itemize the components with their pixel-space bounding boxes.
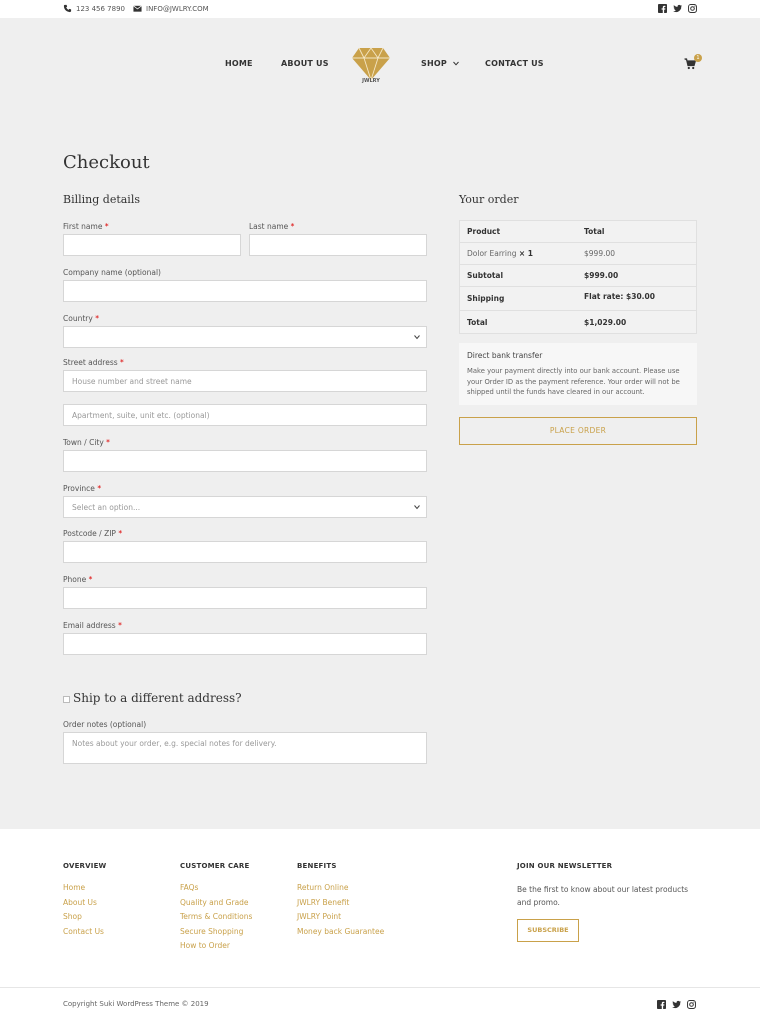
subtotal-label: Subtotal bbox=[467, 271, 504, 280]
twitter-icon[interactable] bbox=[673, 4, 682, 13]
page-title: Checkout bbox=[63, 152, 150, 173]
first-name-label-text: First name bbox=[63, 222, 103, 231]
nav-about-us[interactable]: ABOUT US bbox=[281, 59, 329, 68]
country-select[interactable] bbox=[63, 326, 427, 348]
first-name-field[interactable] bbox=[63, 234, 241, 256]
cart-count-badge: 1 bbox=[694, 54, 702, 62]
footer-link-about-us[interactable]: About Us bbox=[63, 897, 97, 907]
topbar-social bbox=[658, 4, 697, 13]
required-mark: * bbox=[97, 484, 102, 493]
instagram-icon[interactable] bbox=[688, 4, 697, 13]
subscribe-button[interactable]: SUBSCRIBE bbox=[517, 919, 579, 942]
footer-newsletter-title: JOIN OUR NEWSLETTER bbox=[517, 862, 613, 870]
payment-method-description: Make your payment directly into our bank account. Please use your Order ID as the payment reference. Your order will not be shipped until the funds have cleared in our account. bbox=[467, 367, 680, 396]
phone-label bbox=[63, 575, 92, 584]
footer-link-faqs[interactable]: FAQs bbox=[180, 883, 199, 892]
nav-shop-label: SHOP bbox=[421, 59, 447, 68]
province-placeholder: Select an option... bbox=[72, 502, 141, 512]
footer-link-terms[interactable]: Terms & Conditions bbox=[180, 912, 253, 921]
postcode-label-text: Postcode / ZIP bbox=[63, 529, 116, 538]
nav-contact-us[interactable]: CONTACT US bbox=[485, 59, 544, 68]
phone-number: 123 456 7890 bbox=[76, 4, 125, 13]
chevron-down-icon bbox=[414, 504, 420, 510]
email-label-text: Email address bbox=[63, 621, 116, 630]
order-item-row bbox=[460, 243, 696, 265]
footer-link-jwlry-point[interactable]: JWLRY Point bbox=[297, 912, 342, 921]
order-table bbox=[459, 220, 697, 334]
province-label-text: Province bbox=[63, 484, 95, 493]
nav-shop[interactable] bbox=[421, 59, 459, 68]
email-address: INFO@JWLRY.COM bbox=[146, 4, 209, 13]
required-mark: * bbox=[106, 438, 110, 447]
first-name-label bbox=[63, 222, 109, 231]
required-mark: * bbox=[118, 529, 123, 538]
province-label bbox=[63, 484, 101, 493]
total-header: Total bbox=[584, 227, 605, 236]
phone-field[interactable] bbox=[63, 587, 427, 609]
footer-link-contact-us[interactable]: Contact Us bbox=[63, 926, 104, 936]
footer-link-money-back[interactable]: Money back Guarantee bbox=[297, 926, 385, 936]
product-header: Product bbox=[467, 227, 501, 236]
item-qty: × 1 bbox=[518, 249, 533, 258]
company-label: Company name (optional) bbox=[63, 268, 161, 277]
footer bbox=[0, 829, 760, 1024]
required-mark: * bbox=[290, 222, 295, 231]
total-value: $1,029.00 bbox=[584, 317, 627, 327]
footer-benefits-title: BENEFITS bbox=[297, 862, 337, 870]
email-label bbox=[63, 621, 122, 630]
shipping-row bbox=[460, 287, 696, 311]
item-name-text: Dolor Earring bbox=[467, 249, 517, 258]
street-placeholder: House number and street name bbox=[72, 376, 192, 386]
footer-link-quality[interactable]: Quality and Grade bbox=[180, 897, 249, 907]
nav-home[interactable]: HOME bbox=[225, 59, 253, 68]
last-name-label bbox=[249, 222, 294, 231]
footer-care-title: CUSTOMER CARE bbox=[180, 862, 250, 870]
chevron-down-icon bbox=[414, 334, 420, 340]
order-notes-placeholder: Notes about your order, e.g. special notes for delivery. bbox=[72, 739, 277, 748]
street-address-field[interactable] bbox=[63, 370, 427, 392]
subtotal-row bbox=[460, 265, 696, 287]
province-select[interactable] bbox=[63, 496, 427, 518]
required-mark: * bbox=[95, 314, 99, 323]
shipping-label: Shipping bbox=[467, 294, 505, 303]
newsletter-text: Be the first to know about our latest products and promo. bbox=[517, 885, 689, 907]
topbar-email[interactable] bbox=[133, 4, 209, 13]
country-label-text: Country bbox=[63, 314, 93, 323]
footer-social bbox=[657, 1000, 696, 1009]
payment-method-box bbox=[459, 343, 697, 405]
topbar-phone[interactable] bbox=[63, 4, 125, 13]
payment-method-title: Direct bank transfer bbox=[467, 351, 543, 360]
facebook-icon[interactable] bbox=[658, 4, 667, 13]
company-field[interactable] bbox=[63, 280, 427, 302]
required-mark: * bbox=[88, 575, 93, 584]
footer-link-jwlry-benefit[interactable]: JWLRY Benefit bbox=[297, 897, 350, 907]
facebook-icon[interactable] bbox=[657, 1000, 666, 1009]
order-notes-field[interactable] bbox=[63, 732, 427, 764]
footer-overview-title: OVERVIEW bbox=[63, 862, 107, 870]
footer-divider bbox=[0, 987, 760, 988]
ship-different-title[interactable]: Ship to a different address? bbox=[73, 691, 242, 705]
place-order-button[interactable]: PLACE ORDER bbox=[459, 417, 697, 445]
town-label bbox=[63, 438, 110, 447]
footer-care-links bbox=[180, 883, 252, 950]
instagram-icon[interactable] bbox=[687, 1000, 696, 1009]
footer-overview-links bbox=[63, 883, 104, 936]
phone-icon bbox=[63, 4, 72, 13]
apartment-placeholder: Apartment, suite, unit etc. (optional) bbox=[72, 410, 210, 420]
town-label-text: Town / City bbox=[63, 438, 104, 447]
footer-benefits-links bbox=[297, 883, 384, 936]
country-label bbox=[63, 314, 99, 323]
subtotal-value: $999.00 bbox=[584, 271, 619, 280]
ship-different-checkbox[interactable] bbox=[63, 696, 70, 703]
twitter-icon[interactable] bbox=[672, 1000, 681, 1009]
item-total: $999.00 bbox=[584, 249, 616, 258]
copyright-text: Copyright Suki WordPress Theme © 2019 bbox=[63, 1000, 209, 1008]
street-label-text: Street address bbox=[63, 358, 118, 367]
phone-label-text: Phone bbox=[63, 575, 87, 584]
required-mark: * bbox=[118, 621, 122, 630]
order-table-header bbox=[460, 221, 696, 243]
street-label bbox=[63, 358, 124, 367]
your-order-title: Your order bbox=[459, 193, 519, 206]
item-name bbox=[460, 249, 577, 258]
footer-link-home[interactable]: Home bbox=[63, 883, 86, 892]
footer-link-how-to-order[interactable]: How to Order bbox=[180, 941, 230, 950]
footer-link-shop[interactable]: Shop bbox=[63, 912, 82, 921]
apartment-field[interactable] bbox=[63, 404, 427, 426]
town-field[interactable] bbox=[63, 450, 427, 472]
total-row bbox=[460, 311, 696, 333]
total-label: Total bbox=[467, 317, 488, 327]
footer-link-secure-shopping[interactable]: Secure Shopping bbox=[180, 926, 244, 936]
top-bar bbox=[0, 0, 760, 18]
postcode-label bbox=[63, 529, 122, 538]
postcode-field[interactable] bbox=[63, 541, 427, 563]
order-notes-label: Order notes (optional) bbox=[63, 720, 147, 729]
billing-details-title: Billing details bbox=[63, 193, 140, 206]
email-field[interactable] bbox=[63, 633, 427, 655]
required-mark: * bbox=[120, 358, 124, 367]
shipping-value: Flat rate: $30.00 bbox=[584, 292, 655, 301]
envelope-icon bbox=[133, 4, 142, 13]
last-name-label-text: Last name bbox=[249, 222, 289, 231]
chevron-down-icon bbox=[453, 61, 459, 66]
footer-link-return-online[interactable]: Return Online bbox=[297, 883, 349, 892]
last-name-field[interactable] bbox=[249, 234, 427, 256]
required-mark: * bbox=[104, 222, 109, 231]
logo-text: JWLRY bbox=[362, 78, 380, 84]
